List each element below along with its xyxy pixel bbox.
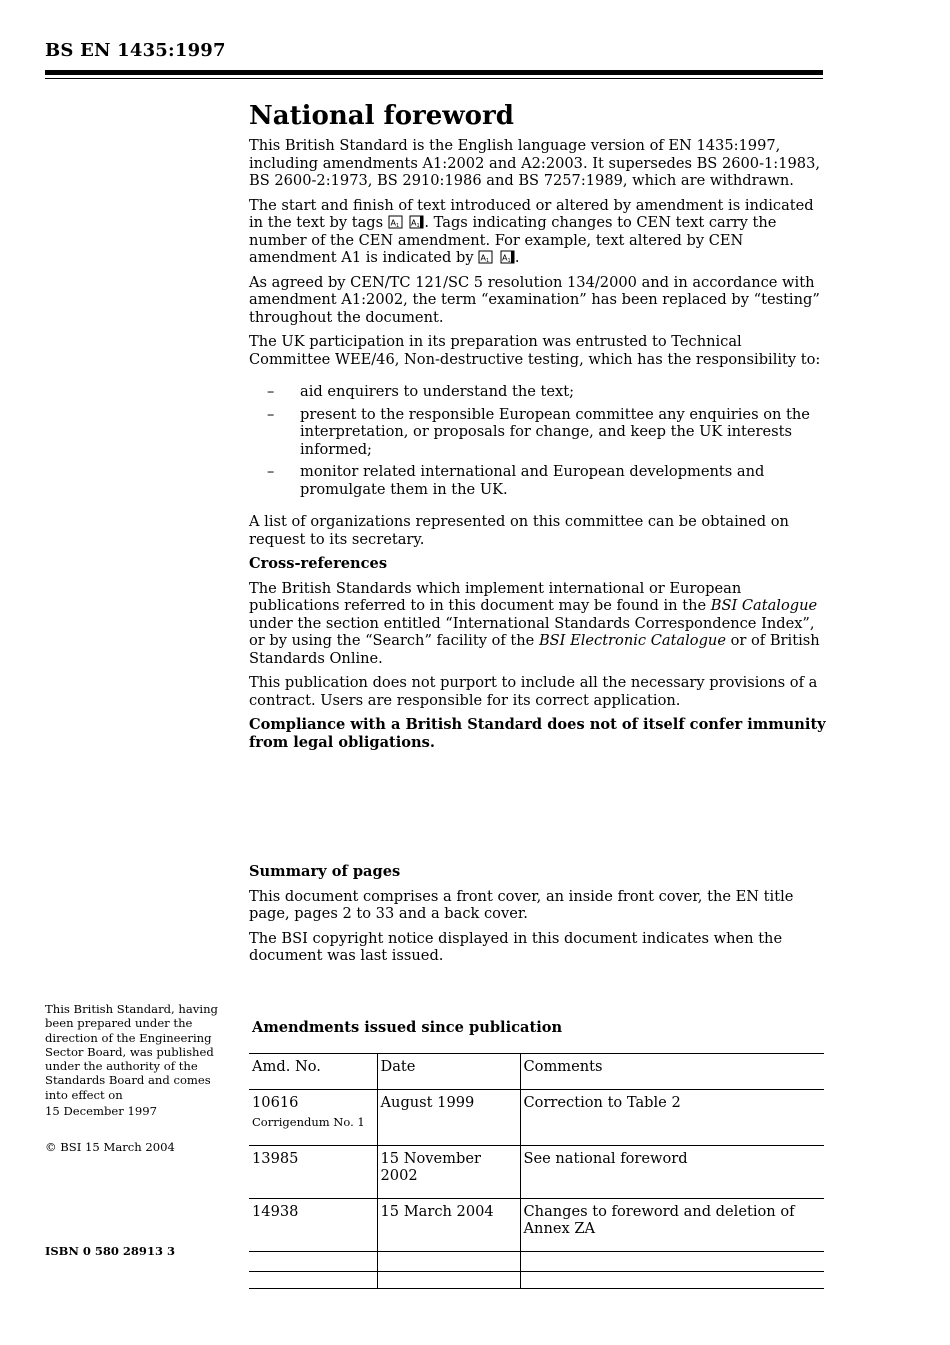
svg-text:A: A — [480, 253, 487, 263]
table-header-row — [249, 1054, 824, 1090]
page-title: National foreword — [249, 101, 514, 131]
amendment-date: August 1999 — [377, 1090, 520, 1146]
amendment-number: 13985 — [249, 1146, 377, 1199]
cross-references-heading: Cross-references — [249, 555, 388, 572]
header-rule-thin — [45, 78, 823, 79]
table-row — [249, 1146, 824, 1199]
isbn: ISBN 0 580 28913 3 — [45, 1244, 175, 1258]
amendments-title: Amendments issued since publication — [252, 1019, 563, 1036]
amendment-number — [249, 1252, 377, 1289]
publication-sidebar — [45, 1002, 230, 1155]
publication-statement: This British Standard, having been prepared under the direction of the Engineering Sector Board, was published under the authority of the Standards Board and comes into effect on — [45, 1002, 218, 1102]
summary-paragraph-1: This document comprises a front cover, an inside front cover, the EN title page, pages 2 to 33 and a back cover. — [249, 887, 794, 922]
foreword-paragraph-5: A list of organizations represented on this committee can be obtained on request to its secretary. — [249, 513, 789, 548]
list-item: – monitor related international and European developments and promulgate them in the UK. — [267, 463, 765, 498]
summary-of-pages — [249, 863, 827, 972]
svg-text:1: 1 — [486, 258, 490, 264]
amendment-number: 10616 Corrigendum No. 1 — [249, 1090, 377, 1146]
svg-text:1: 1 — [395, 223, 399, 229]
foreword-paragraph-1: This British Standard is the English language version of EN 1435:1997, including amendments A1:2002 and A2:2003. It supersedes BS 2600-1:1983, BS 2600-2:1973, BS 2910:1986 and BS 7257:1989, which are withdrawn. — [249, 137, 820, 189]
svg-text:1: 1 — [507, 258, 511, 264]
amendment-start-tag-icon — [388, 215, 404, 229]
amendment-start-tag-icon — [478, 250, 494, 264]
national-foreword — [249, 100, 827, 758]
summary-paragraph-2: The BSI copyright notice displayed in this document indicates when the document was last issued. — [249, 929, 783, 964]
foreword-paragraph-4: The UK participation in its preparation was entrusted to Technical Committee WEE/46, Non-destructive testing, which has the responsibility to: — [249, 333, 821, 368]
effective-date: 15 December 1997 — [45, 1104, 157, 1119]
amendments-table — [249, 1053, 824, 1289]
list-item: – aid enquirers to understand the text; — [267, 383, 575, 400]
foreword-paragraph-7: This publication does not purport to include all the necessary provisions of a contract. Users are responsible for its correct application. — [249, 674, 818, 709]
column-header: Comments — [520, 1054, 824, 1090]
svg-text:1: 1 — [416, 223, 421, 229]
copyright-notice: © BSI 15 March 2004 — [45, 1140, 175, 1155]
amendment-date: 15 November 2002 — [377, 1146, 520, 1199]
compliance-statement: Compliance with a British Standard does not of itself confer immunity from legal obligations. — [249, 716, 826, 751]
corrigendum-note: Corrigendum No. 1 — [252, 1115, 365, 1129]
amendment-date — [377, 1252, 520, 1289]
svg-text:A: A — [501, 253, 508, 263]
amendment-comments: See national foreword — [520, 1146, 824, 1199]
column-header: Date — [377, 1054, 520, 1090]
table-row — [249, 1090, 824, 1146]
amendment-comments: Changes to foreword and deletion of Annex ZA — [520, 1199, 824, 1252]
table-row — [249, 1199, 824, 1252]
responsibility-list — [249, 383, 827, 498]
list-item: – present to the responsible European committee any enquiries on the interpretation, or proposals for change, and keep the UK interests informed; — [267, 405, 810, 458]
amendment-comments: Correction to Table 2 — [520, 1090, 824, 1146]
svg-text:A: A — [411, 218, 417, 228]
column-header: Amd. No. — [249, 1054, 377, 1090]
foreword-paragraph-3: As agreed by CEN/TC 121/SC 5 resolution 134/2000 and in accordance with amendment A1:2002, the term “examination” has been replaced by “testing” throughout the document. — [249, 273, 820, 326]
table-row — [249, 1252, 824, 1289]
svg-text:A: A — [390, 218, 396, 228]
header-rule-thick — [45, 70, 823, 75]
foreword-paragraph-2: The start and finish of text introduced or altered by amendment is indicated in the text by tags A 1 A 1 . Tags indicating changes to CEN text carry the number of the CEN amendment. For example, text altered by CEN amendment A1 is indicated by A 1 A 1 . — [249, 196, 814, 266]
document-code: BS EN 1435:1997 — [45, 40, 226, 61]
amendment-end-tag-icon — [499, 250, 515, 264]
amendment-number: 14938 — [249, 1199, 377, 1252]
amendment-end-tag-icon — [408, 215, 424, 229]
cross-references-paragraph: The British Standards which implement international or European publications referred to in this document may be found in the BSI Catalogue under the section entitled “International Standards Correspondence Index”, or by using the “Search” facility of the BSI Electronic Catalogue or of British Standards Online. — [249, 579, 820, 667]
summary-heading: Summary of pages — [249, 863, 401, 880]
amendment-date: 15 March 2004 — [377, 1199, 520, 1252]
footer-rule — [249, 1271, 824, 1272]
amendment-comments — [520, 1252, 824, 1289]
